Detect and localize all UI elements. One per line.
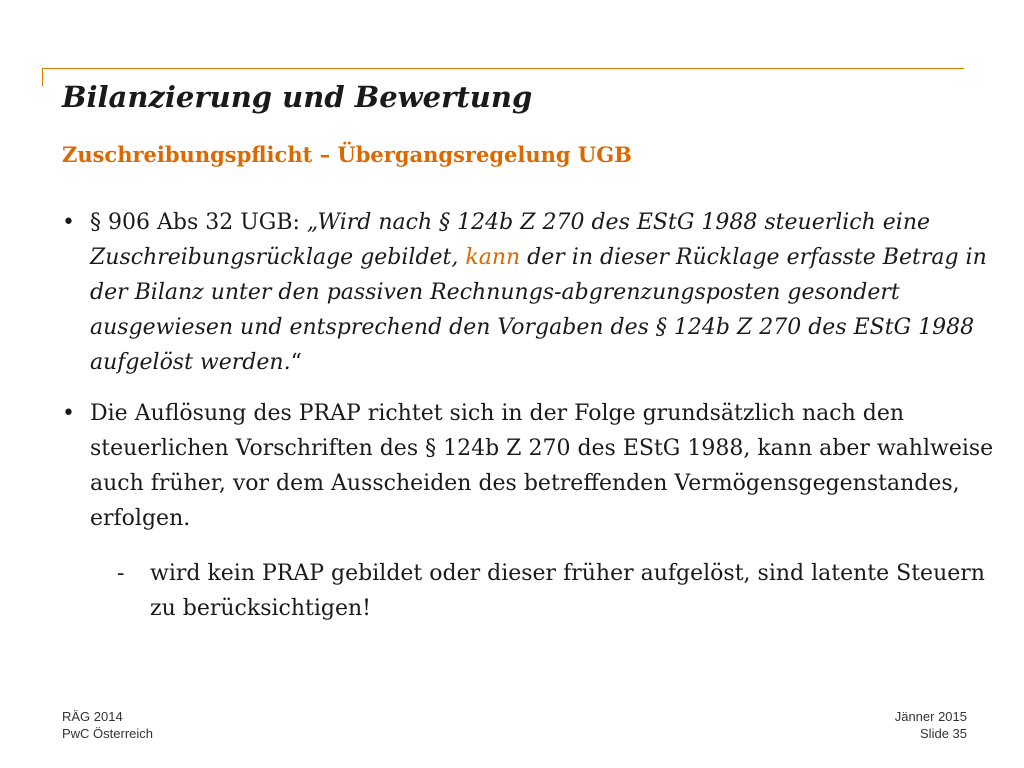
sub-bullet-item (90, 556, 1012, 626)
footer-left (62, 708, 153, 742)
bullet-dot: • (62, 210, 75, 235)
footer-company: PwC Österreich (62, 726, 154, 741)
sub-bullet-text: wird kein PRAP gebildet oder dieser früher aufgelöst, sind latente Steuern zu berücksichtigen! (150, 561, 985, 621)
footer-topic: RÄG 2014 (62, 709, 123, 724)
footer-slide-number: Slide 35 (920, 726, 967, 741)
bullet-text: Die Auflösung des PRAP richtet sich in der Folge grundsätzlich nach den steuerlichen Vorschriften des § 124b Z 270 des EStG 1988, kann aber wahlweise auch früher, vor dem Ausscheiden des betreffenden Vermögensgegenstandes, erfolgen. (90, 401, 994, 531)
slide-title: Bilanzierung und Bewertung (62, 80, 533, 114)
slide-subtitle: Zuschreibungspflicht – Übergangsregelung UGB (62, 142, 632, 167)
slide-content (62, 205, 1012, 626)
bullet-item (62, 205, 1012, 380)
bullet-prefix: § 906 Abs 32 UGB: (90, 210, 307, 235)
bullet-dot: • (62, 401, 75, 426)
quote-part-2: der in dieser Rücklage erfasste Betrag in der Bilanz unter den passiven Rechnungs-abgrenzungsposten gesondert ausgewiesen und entsprechend den Vorgaben des § 124b Z 270 des EStG 1988 aufgelöst werden. (90, 245, 987, 375)
header-corner-mark (42, 68, 43, 86)
quote-part-1: „Wird nach § 124b Z 270 des EStG 1988 steuerlich eine Zuschreibungsrücklage gebildet, (90, 210, 931, 270)
footer-right (895, 708, 967, 742)
highlight-word: kann (465, 245, 521, 270)
bullet-item (62, 396, 1012, 626)
sub-bullet-dash: - (117, 561, 125, 586)
footer-date: Jänner 2015 (894, 709, 967, 724)
quote-close: “ (290, 350, 302, 375)
header-rule (42, 68, 964, 69)
